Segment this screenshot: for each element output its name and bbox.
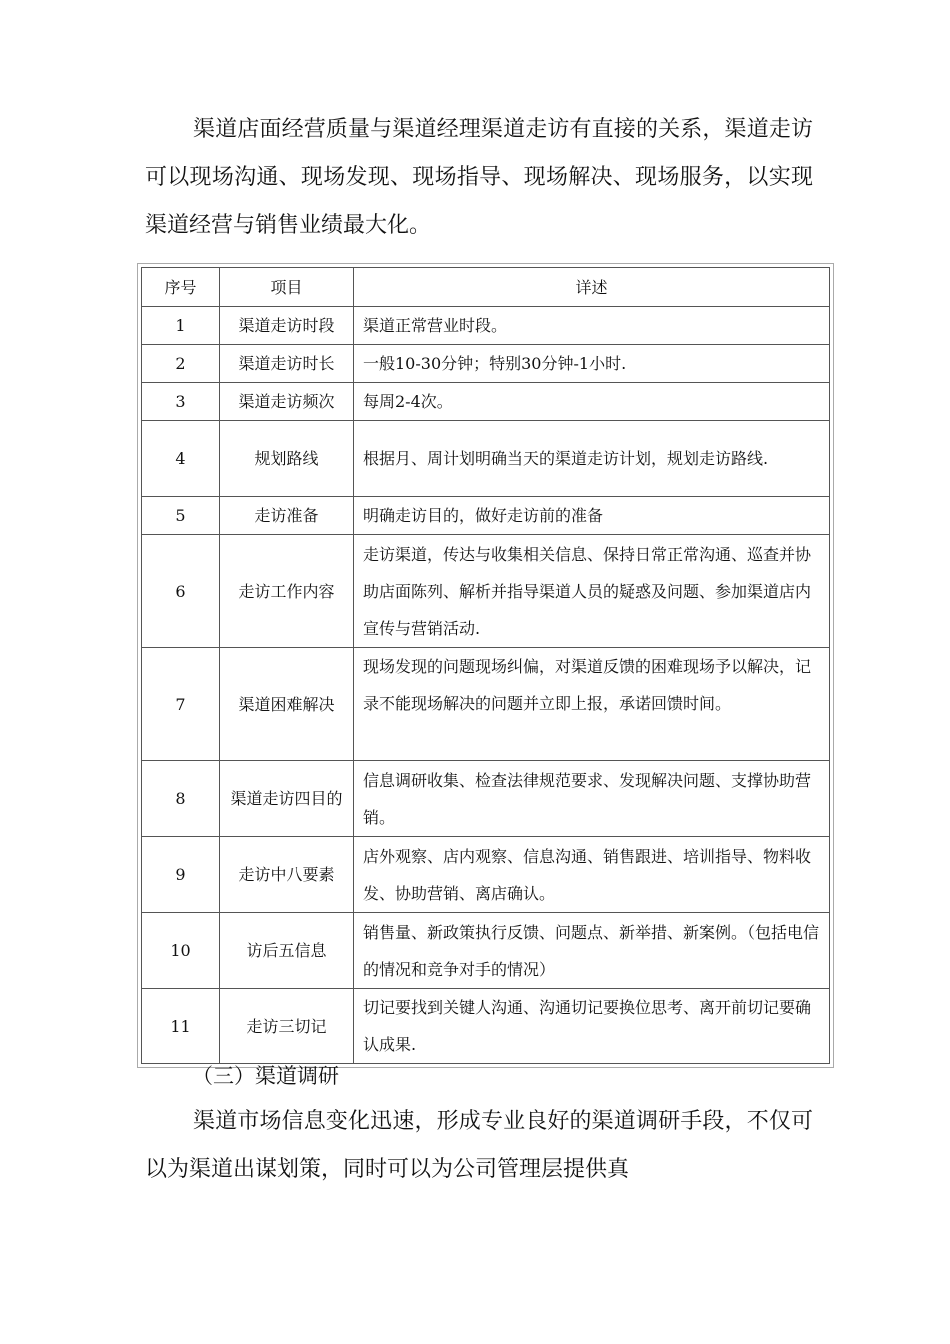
row-item: 走访中八要素: [220, 837, 354, 913]
row-item: 走访三切记: [220, 989, 354, 1064]
row-no: 2: [142, 345, 220, 383]
table-row: [142, 761, 830, 837]
row-detail: 一般10-30分钟；特别30分钟-1小时.: [354, 345, 830, 383]
row-detail: 切记要找到关键人沟通、沟通切记要换位思考、离开前切记要确认成果.: [354, 989, 830, 1064]
header-no: 序号: [142, 268, 220, 307]
table-row: [142, 648, 830, 761]
row-item: 走访工作内容: [220, 535, 354, 648]
row-detail: 店外观察、店内观察、信息沟通、销售跟进、培训指导、物料收发、协助营销、离店确认。: [354, 837, 830, 913]
table-row: [142, 307, 830, 345]
row-no: 7: [142, 648, 220, 761]
row-detail: 销售量、新政策执行反馈、问题点、新举措、新案例。（包括电信的情况和竞争对手的情况）: [354, 913, 830, 989]
row-detail: 走访渠道，传达与收集相关信息、保持日常正常沟通、巡查并协助店面陈列、解析并指导渠道人员的疑惑及问题、参加渠道店内宣传与营销活动.: [354, 535, 830, 648]
row-detail: 渠道正常营业时段。: [354, 307, 830, 345]
table-row: [142, 497, 830, 535]
intro-paragraph: 渠道店面经营质量与渠道经理渠道走访有直接的关系，渠道走访可以现场沟通、现场发现、现场指导、现场解决、现场服务，以实现渠道经营与销售业绩最大化。: [145, 117, 813, 238]
table-row: [142, 421, 830, 497]
channel-visit-table: [137, 263, 834, 1068]
row-item: 渠道走访频次: [220, 383, 354, 421]
table-header-row: [142, 268, 830, 307]
row-no: 10: [142, 913, 220, 989]
row-detail: 现场发现的问题现场纠偏，对渠道反馈的困难现场予以解决，记录不能现场解决的问题并立即上报，承诺回馈时间。: [354, 648, 830, 761]
header-item: 项目: [220, 268, 354, 307]
row-detail: 根据月、周计划明确当天的渠道走访计划，规划走访路线.: [354, 421, 830, 497]
row-no: 6: [142, 535, 220, 648]
row-item: 访后五信息: [220, 913, 354, 989]
row-no: 8: [142, 761, 220, 837]
row-no: 4: [142, 421, 220, 497]
row-item: 走访准备: [220, 497, 354, 535]
section-heading: （三）渠道调研: [192, 1064, 339, 1088]
row-detail: 明确走访目的，做好走访前的准备: [354, 497, 830, 535]
header-detail: 详述: [354, 268, 830, 307]
table-row: [142, 913, 830, 989]
row-item: 渠道困难解决: [220, 648, 354, 761]
table-row: [142, 989, 830, 1064]
row-item: 渠道走访时长: [220, 345, 354, 383]
research-paragraph: 渠道市场信息变化迅速，形成专业良好的渠道调研手段，不仅可以为渠道出谋划策，同时可以为公司管理层提供真: [145, 1109, 813, 1182]
row-no: 11: [142, 989, 220, 1064]
row-item: 规划路线: [220, 421, 354, 497]
row-no: 3: [142, 383, 220, 421]
row-detail: 信息调研收集、检查法律规范要求、发现解决问题、支撑协助营销。: [354, 761, 830, 837]
row-no: 1: [142, 307, 220, 345]
table-row: [142, 383, 830, 421]
table-row: [142, 837, 830, 913]
table-row: [142, 345, 830, 383]
row-detail: 每周2-4次。: [354, 383, 830, 421]
row-no: 9: [142, 837, 220, 913]
row-item: 渠道走访四目的: [220, 761, 354, 837]
row-no: 5: [142, 497, 220, 535]
row-item: 渠道走访时段: [220, 307, 354, 345]
table-row: [142, 535, 830, 648]
